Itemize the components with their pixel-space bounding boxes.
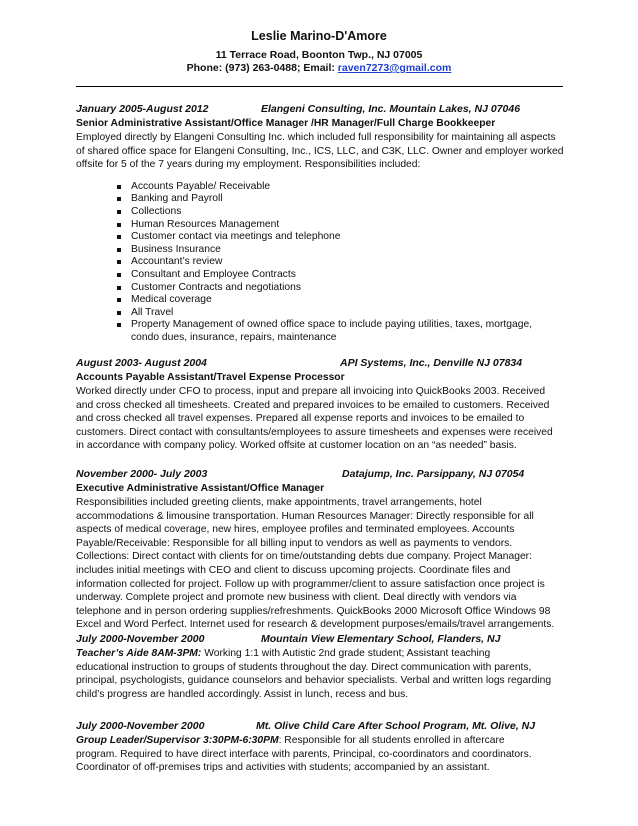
- job-dates: July 2000-November 2000: [76, 633, 205, 645]
- desc-line: information collected for project. Follow up with programmer/client to assure satisfaction once project is: [76, 578, 545, 590]
- desc-line: includes initial meetings with CEO and client to discuss upcoming projects. Coordinate files and: [76, 564, 511, 576]
- bullet-icon: [117, 248, 121, 252]
- list-item: Property Management of owned office space to include paying utilities, taxes, mortgage,: [76, 319, 563, 332]
- desc-line: in accordance with company policy. Worked offsite at customer location on an “as needed” basis.: [76, 440, 517, 452]
- desc-line: Teacher’s Aide 8AM-3PM: Working 1:1 with Autistic 2nd grade student; Assistant teaching: [76, 648, 491, 659]
- desc-line: Group Leader/Supervisor 3:30PM-6:30PM: Responsible for all students enrolled in aftercare: [76, 735, 505, 746]
- bullet-icon: [117, 311, 121, 315]
- header-divider: [76, 86, 563, 87]
- job-company: Mountain View Elementary School, Flanders, NJ: [261, 633, 501, 645]
- desc-line: Responsibilities included greeting clients, make appointments, travel arrangements, hotel: [76, 497, 482, 508]
- job-entry-elangeni: [76, 103, 563, 345]
- bullet-icon: [117, 323, 121, 327]
- bullet-icon: [117, 298, 121, 302]
- list-item: Accountant’s review: [76, 256, 563, 269]
- bullet-icon: [117, 235, 121, 239]
- desc-line: underway. Complete project and promote new business with client. Deal directly with vendors via: [76, 592, 517, 604]
- email-link[interactable]: raven7273@gmail.com: [337, 62, 452, 74]
- list-item: Accounts Payable/ Receivable: [76, 181, 563, 194]
- bullet-icon: [117, 223, 121, 227]
- job-description: [76, 131, 563, 172]
- desc-line: offsite for 5 of the 7 years during my employment. Responsibilities included:: [76, 159, 421, 171]
- candidate-address: 11 Terrace Road, Boonton Twp., NJ 07005: [215, 49, 423, 61]
- desc-line: and cross checked all timesheets. Created and prepared invoices to be emailed to customers. Received: [76, 399, 550, 411]
- desc-line: accommodations & limousine transportation. Human Resources Manager: Directly responsible for all: [76, 510, 534, 522]
- job-dates: July 2000-November 2000: [76, 720, 205, 732]
- list-item: Collections: [76, 206, 563, 219]
- job-heading: [76, 720, 563, 734]
- job-company: Elangeni Consulting, Inc. Mountain Lakes, NJ 07046: [261, 103, 521, 115]
- job-heading: [76, 103, 563, 117]
- job-dates: November 2000- July 2003: [76, 468, 208, 480]
- desc-line: aspects of medical coverage, new hires, employee profiles and terminated employees. Accounts: [76, 524, 515, 536]
- desc-line: Coordinator of off-premises trips and activities with students; accompanied by an assistant.: [76, 762, 490, 774]
- job-company: API Systems, Inc., Denville NJ 07834: [340, 357, 523, 369]
- job-title: Accounts Payable Assistant/Travel Expense Processor: [76, 372, 345, 383]
- job-title: Senior Administrative Assistant/Office Manager /HR Manager/Full Charge Bookkeeper: [76, 118, 496, 129]
- desc-line: program. Required to have direct interface with parents, Principal, co-coordinators and coordinators.: [76, 748, 532, 760]
- job-company: Mt. Olive Child Care After School Program, Mt. Olive, NJ: [256, 720, 536, 732]
- bullet-icon: [117, 286, 121, 290]
- bullet-icon: [117, 210, 121, 214]
- job-entry-api-systems: [76, 357, 563, 453]
- desc-line: of shared office space for Elangeni Consulting, Inc., ICS, LLC, and C3K, LLC. Owner and employer worked: [76, 145, 564, 157]
- desc-line: customers. Direct contact with consultants/employees to assure timesheets and expenses were received: [76, 426, 553, 438]
- desc-line: principal, psychologists, guidance counselors and behavior specialists. Verbal and written logs regarding: [76, 675, 552, 687]
- job-heading: [76, 357, 563, 371]
- contact-phone: Phone: (973) 263-0488; Email:: [186, 62, 338, 74]
- bullet-icon: [117, 185, 121, 189]
- list-item: All Travel: [76, 307, 563, 320]
- job-title: Teacher’s Aide 8AM-3PM:: [76, 648, 202, 659]
- list-item: Human Resources Management: [76, 219, 563, 232]
- responsibilities-list: [76, 181, 563, 345]
- job-entry-mt-olive: [76, 720, 563, 775]
- job-dates: January 2005-August 2012: [76, 103, 209, 115]
- list-item: Customer contact via meetings and telephone: [76, 231, 563, 244]
- desc-line: Employed directly by Elangeni Consulting Inc. which included full responsibility for maintaining all aspects: [76, 132, 556, 143]
- job-description: [76, 385, 563, 453]
- job-title: Executive Administrative Assistant/Office Manager: [76, 483, 325, 494]
- job-description: [76, 647, 563, 701]
- list-item: Business Insurance: [76, 244, 563, 257]
- job-entry-datajump: [76, 468, 563, 632]
- job-heading: [76, 468, 563, 482]
- job-company: Datajump, Inc. Parsippany, NJ 07054: [342, 468, 525, 480]
- bullet-icon: [117, 197, 121, 201]
- bullet-icon: [117, 273, 121, 277]
- list-item-continuation: condo dues, insurance, repairs, maintenance: [131, 331, 337, 343]
- job-heading: [76, 633, 563, 647]
- list-item: Customer Contracts and negotiations: [76, 282, 563, 295]
- desc-line: and cross checked all travel expenses. Prepared all expense reports and invoices to be emailed to: [76, 413, 525, 425]
- job-dates: August 2003- August 2004: [76, 357, 207, 369]
- desc-line: Worked directly under CFO to process, input and prepare all invoicing into QuickBooks 2003. Received: [76, 386, 546, 397]
- list-item: Consultant and Employee Contracts: [76, 269, 563, 282]
- candidate-name: Leslie Marino-D'Amore: [251, 29, 387, 43]
- desc-line: telephone and in person ordering supplies/refreshments. QuickBooks 2000 Microsoft Office Windows 98: [76, 605, 551, 617]
- list-item: Banking and Payroll: [76, 193, 563, 206]
- desc-line: educational instruction to groups of students throughout the day. Direct communication with parents,: [76, 661, 532, 673]
- desc-line: Collections: Direct contact with clients for on time/outstanding debts due company. Project Manager:: [76, 551, 532, 563]
- list-item: Medical coverage: [76, 294, 563, 307]
- job-description: [76, 496, 563, 632]
- job-entry-mountain-view: [76, 633, 563, 701]
- job-title: Group Leader/Supervisor 3:30PM-6:30PM: [76, 735, 279, 746]
- bullet-icon: [117, 260, 121, 264]
- desc-line: Payable/Receivable: Responsible for all billing input to vendors as well as payments to vendors.: [76, 537, 513, 549]
- desc-line: Excel and Word Perfect. Internet used for research & development purposes/emails/travel arrangements.: [76, 619, 555, 631]
- candidate-contact: [0, 62, 638, 74]
- desc-line: child’s progress are handled accordingly. Assist in lunch, recess and bus.: [76, 688, 409, 700]
- job-description: [76, 734, 563, 775]
